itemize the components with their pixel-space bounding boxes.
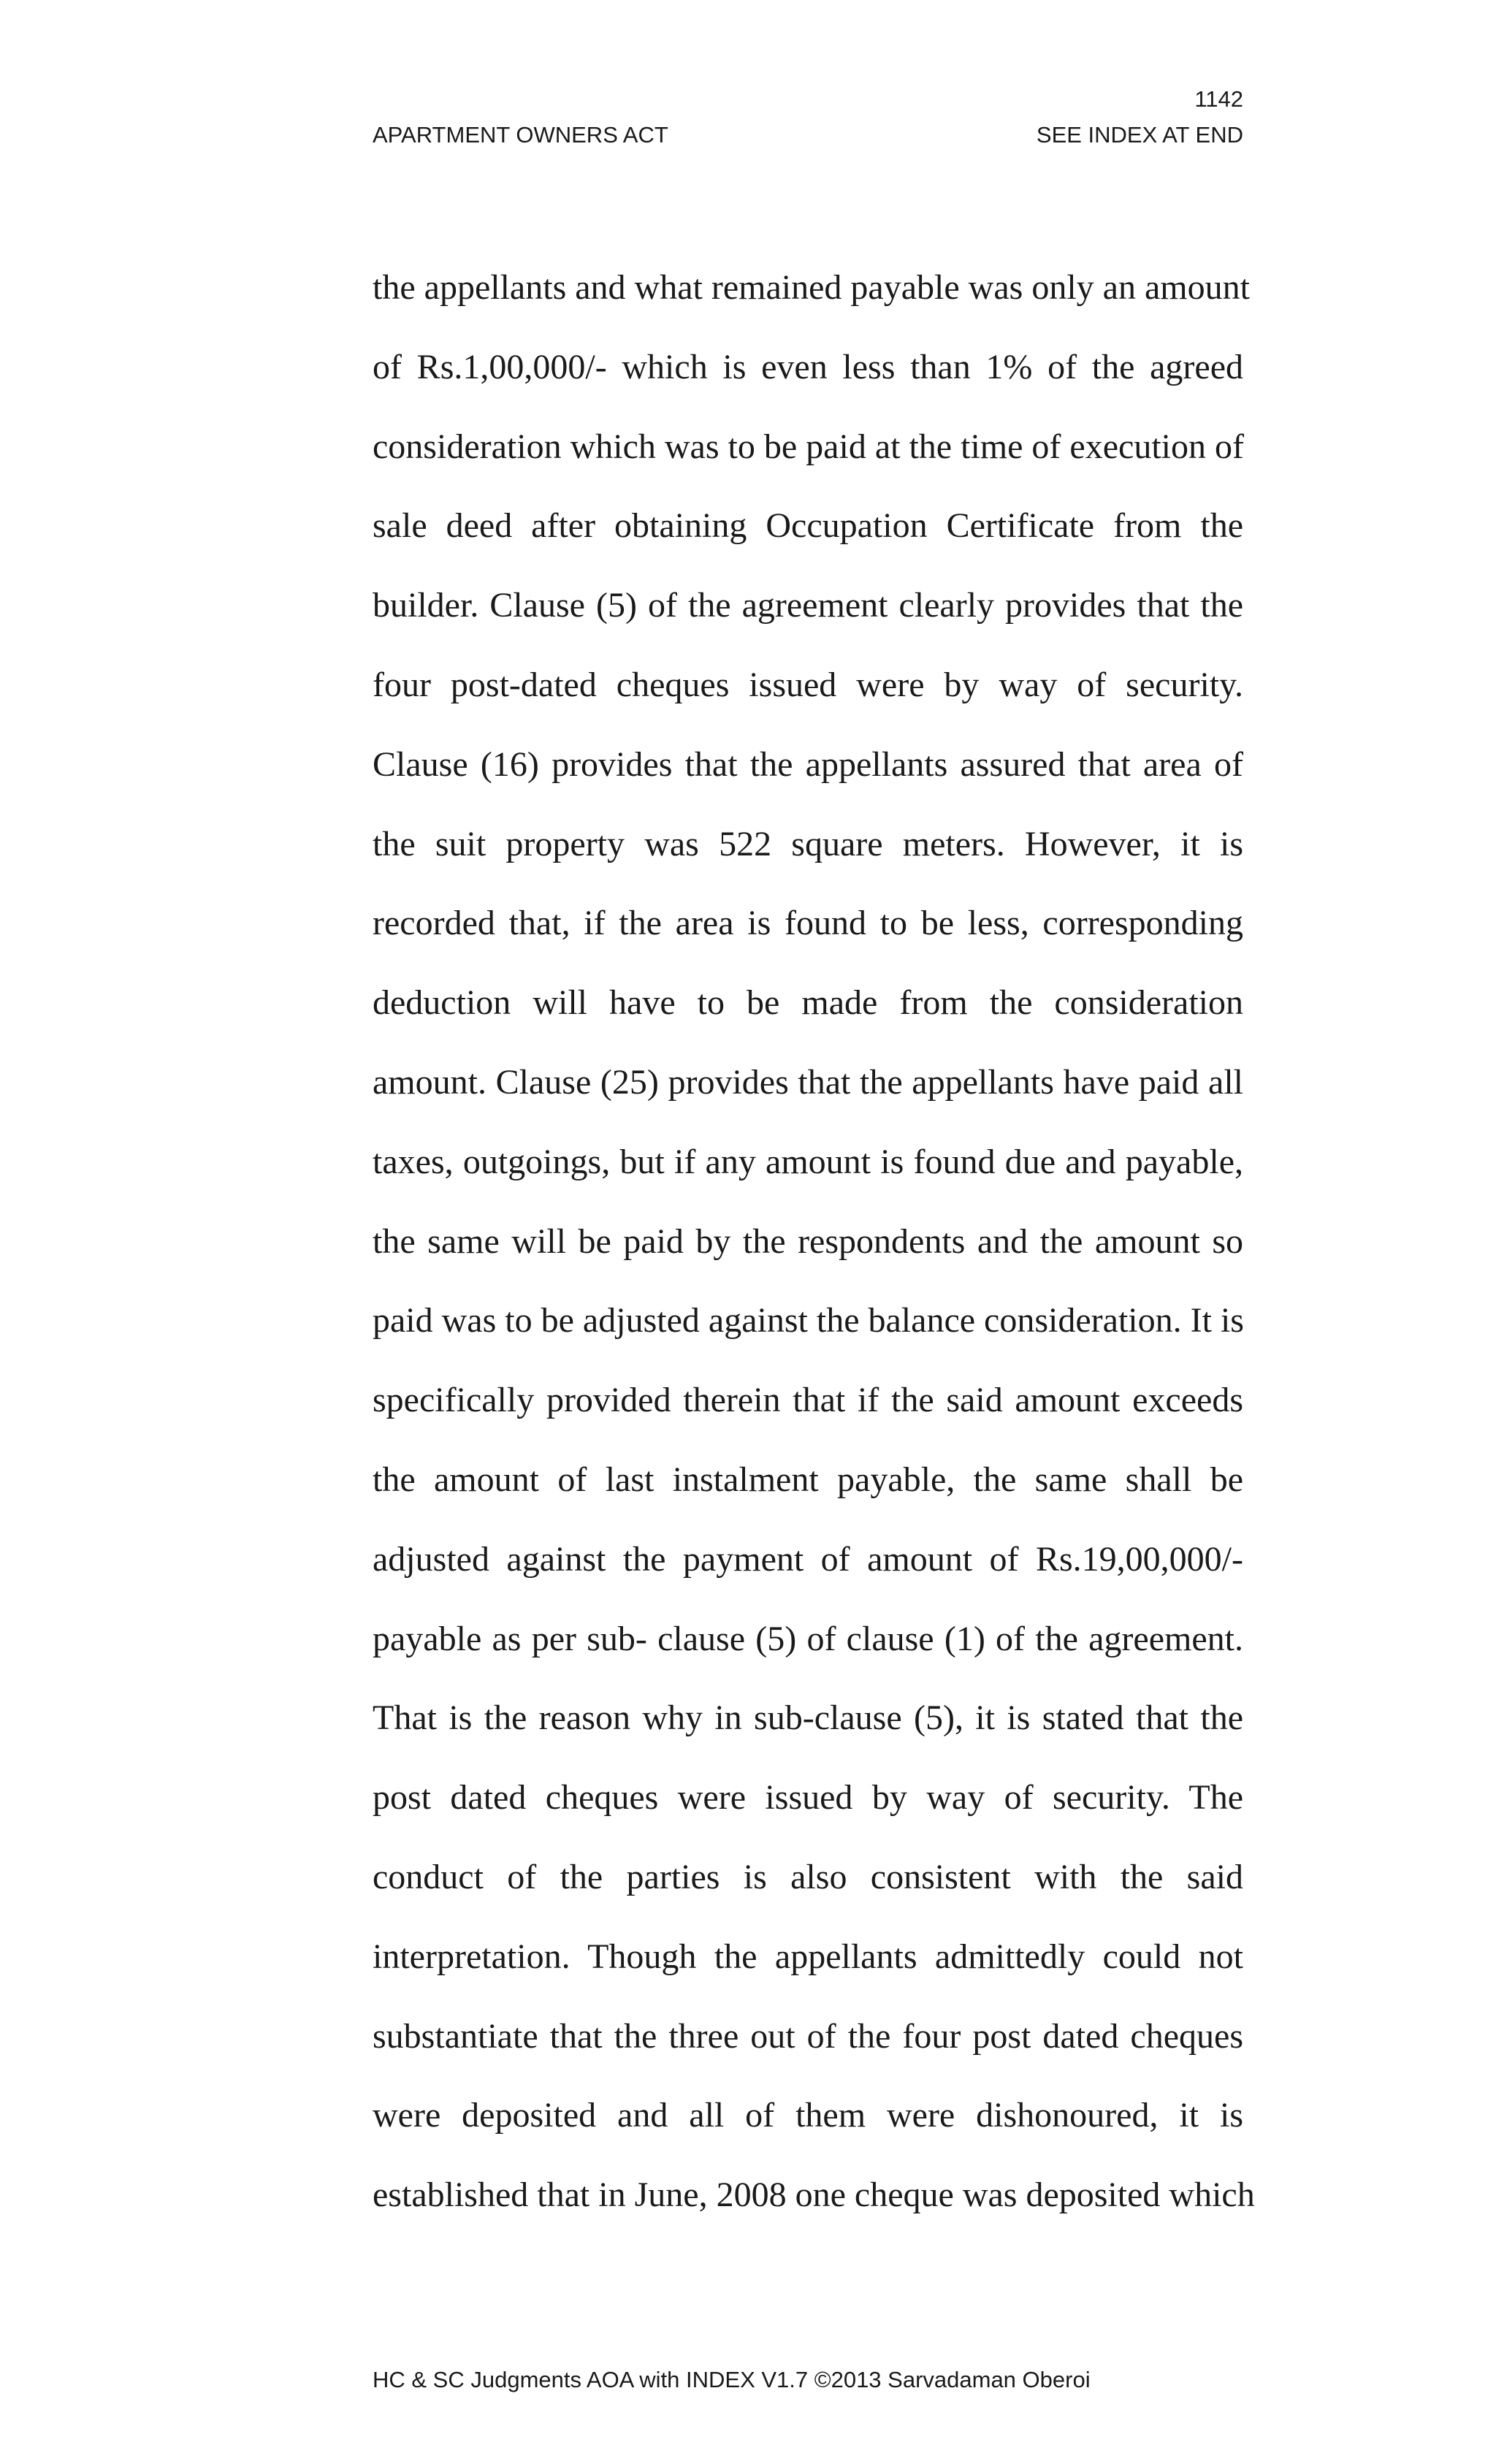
body-line: Clause (16) provides that the appellants assured that area of [373,744,1243,784]
body-line: builder. Clause (5) of the agreement clearly provides that the [373,586,1243,625]
body-line: adjusted against the payment of amount of Rs.19,00,000/- [373,1539,1243,1579]
running-header-index-note: SEE INDEX AT END [1036,122,1243,148]
body-line: interpretation. Though the appellants admittedly could not [373,1937,1243,1976]
body-line: four post-dated cheques issued were by way of security. [373,665,1243,704]
body-line: specifically provided therein that if the said amount exceeds [373,1381,1243,1420]
body-line: were deposited and all of them were dishonoured, it is [373,2096,1243,2135]
body-line: the same will be paid by the respondents and the amount so [373,1221,1243,1261]
body-line: conduct of the parties is also consistent with the said [373,1857,1243,1896]
body-line: the suit property was 522 square meters. However, it is [373,824,1243,863]
body-line: the appellants and what remained payable was only an amount [373,268,1250,307]
body-line: recorded that, if the area is found to be less, corresponding [373,904,1243,943]
body-line: paid was to be adjusted against the balance consideration. It is [373,1301,1244,1340]
body-line: payable as per sub- clause (5) of clause (1) of the agreement. [373,1619,1243,1658]
page-number: 1142 [1194,86,1243,112]
body-line: the amount of last instalment payable, the same shall be [373,1460,1243,1499]
footer-copyright: HC & SC Judgments AOA with INDEX V1.7 ©2013 Sarvadaman Oberoi [373,2367,1091,2392]
running-header-title: APARTMENT OWNERS ACT [373,122,668,148]
body-line: deduction will have to be made from the consideration [373,983,1243,1023]
body-line: substantiate that the three out of the four post dated cheques [373,2016,1243,2056]
body-line: of Rs.1,00,000/- which is even less than 1% of the agreed [373,347,1243,386]
body-line: sale deed after obtaining Occupation Certificate from the [373,506,1243,546]
body-line: amount. Clause (25) provides that the appellants have paid all [373,1062,1243,1102]
body-line: taxes, outgoings, but if any amount is found due and payable, [373,1142,1243,1181]
body-text [373,263,1255,2250]
body-line: post dated cheques were issued by way of security. The [373,1778,1243,1818]
body-line: consideration which was to be paid at the time of execution of [373,427,1244,466]
body-line: established that in June, 2008 one cheque was deposited which [373,2175,1255,2215]
body-line: That is the reason why in sub-clause (5), it is stated that the [373,1698,1243,1738]
